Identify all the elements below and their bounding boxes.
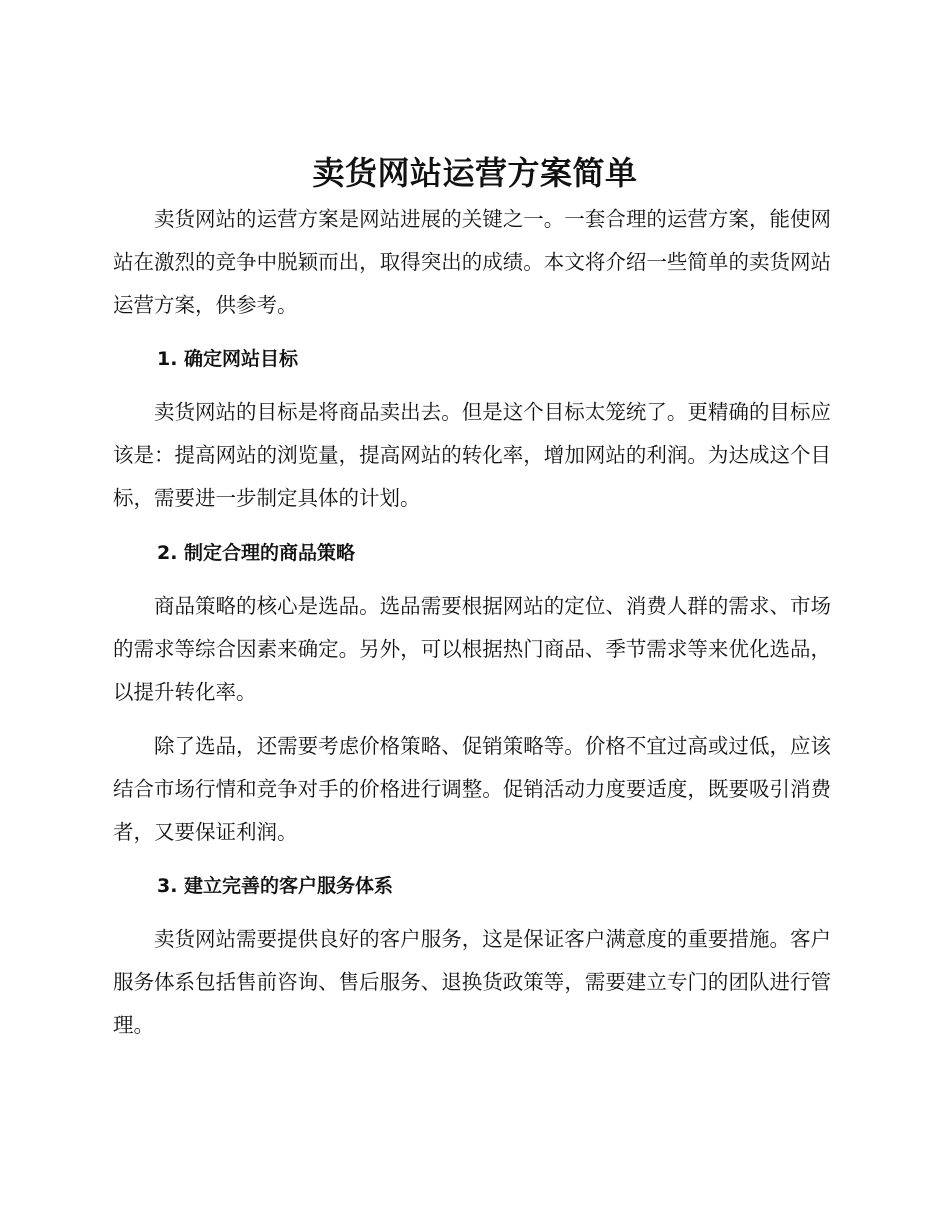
section-heading-3: 3. 建立完善的客户服务体系 (157, 875, 394, 897)
intro-paragraph: 卖货网站的运营方案是网站进展的关键之一。一套合理的运营方案，能使网站在激烈的竞争中脱颖而出，取得突出的成绩。本文将介绍一些简单的卖货网站运营方案，供参考。 (113, 207, 831, 317)
section-heading-1: 1. 确定网站目标 (157, 348, 299, 370)
section-2-paragraph-2: 除了选品，还需要考虑价格策略、促销策略等。价格不宜过高或过低，应该结合市场行情和竞争对手的价格进行调整。促销活动力度要适度，既要吸引消费者，又要保证利润。 (113, 734, 831, 844)
section-2-paragraph-1: 商品策略的核心是选品。选品需要根据网站的定位、消费人群的需求、市场的需求等综合因素来确定。另外，可以根据热门商品、季节需求等来优化选品，以提升转化率。 (113, 594, 831, 704)
section-3-paragraph-1: 卖货网站需要提供良好的客户服务，这是保证客户满意度的重要措施。客户服务体系包括售前咨询、售后服务、退换货政策等，需要建立专门的团队进行管理。 (113, 927, 831, 1037)
document-title: 卖货网站运营方案简单 (312, 154, 638, 192)
section-1-paragraph-1: 卖货网站的目标是将商品卖出去。但是这个目标太笼统了。更精确的目标应该是：提高网站的浏览量，提高网站的转化率，增加网站的利润。为达成这个目标，需要进一步制定具体的计划。 (113, 400, 831, 510)
section-heading-2: 2. 制定合理的商品策略 (157, 542, 356, 564)
